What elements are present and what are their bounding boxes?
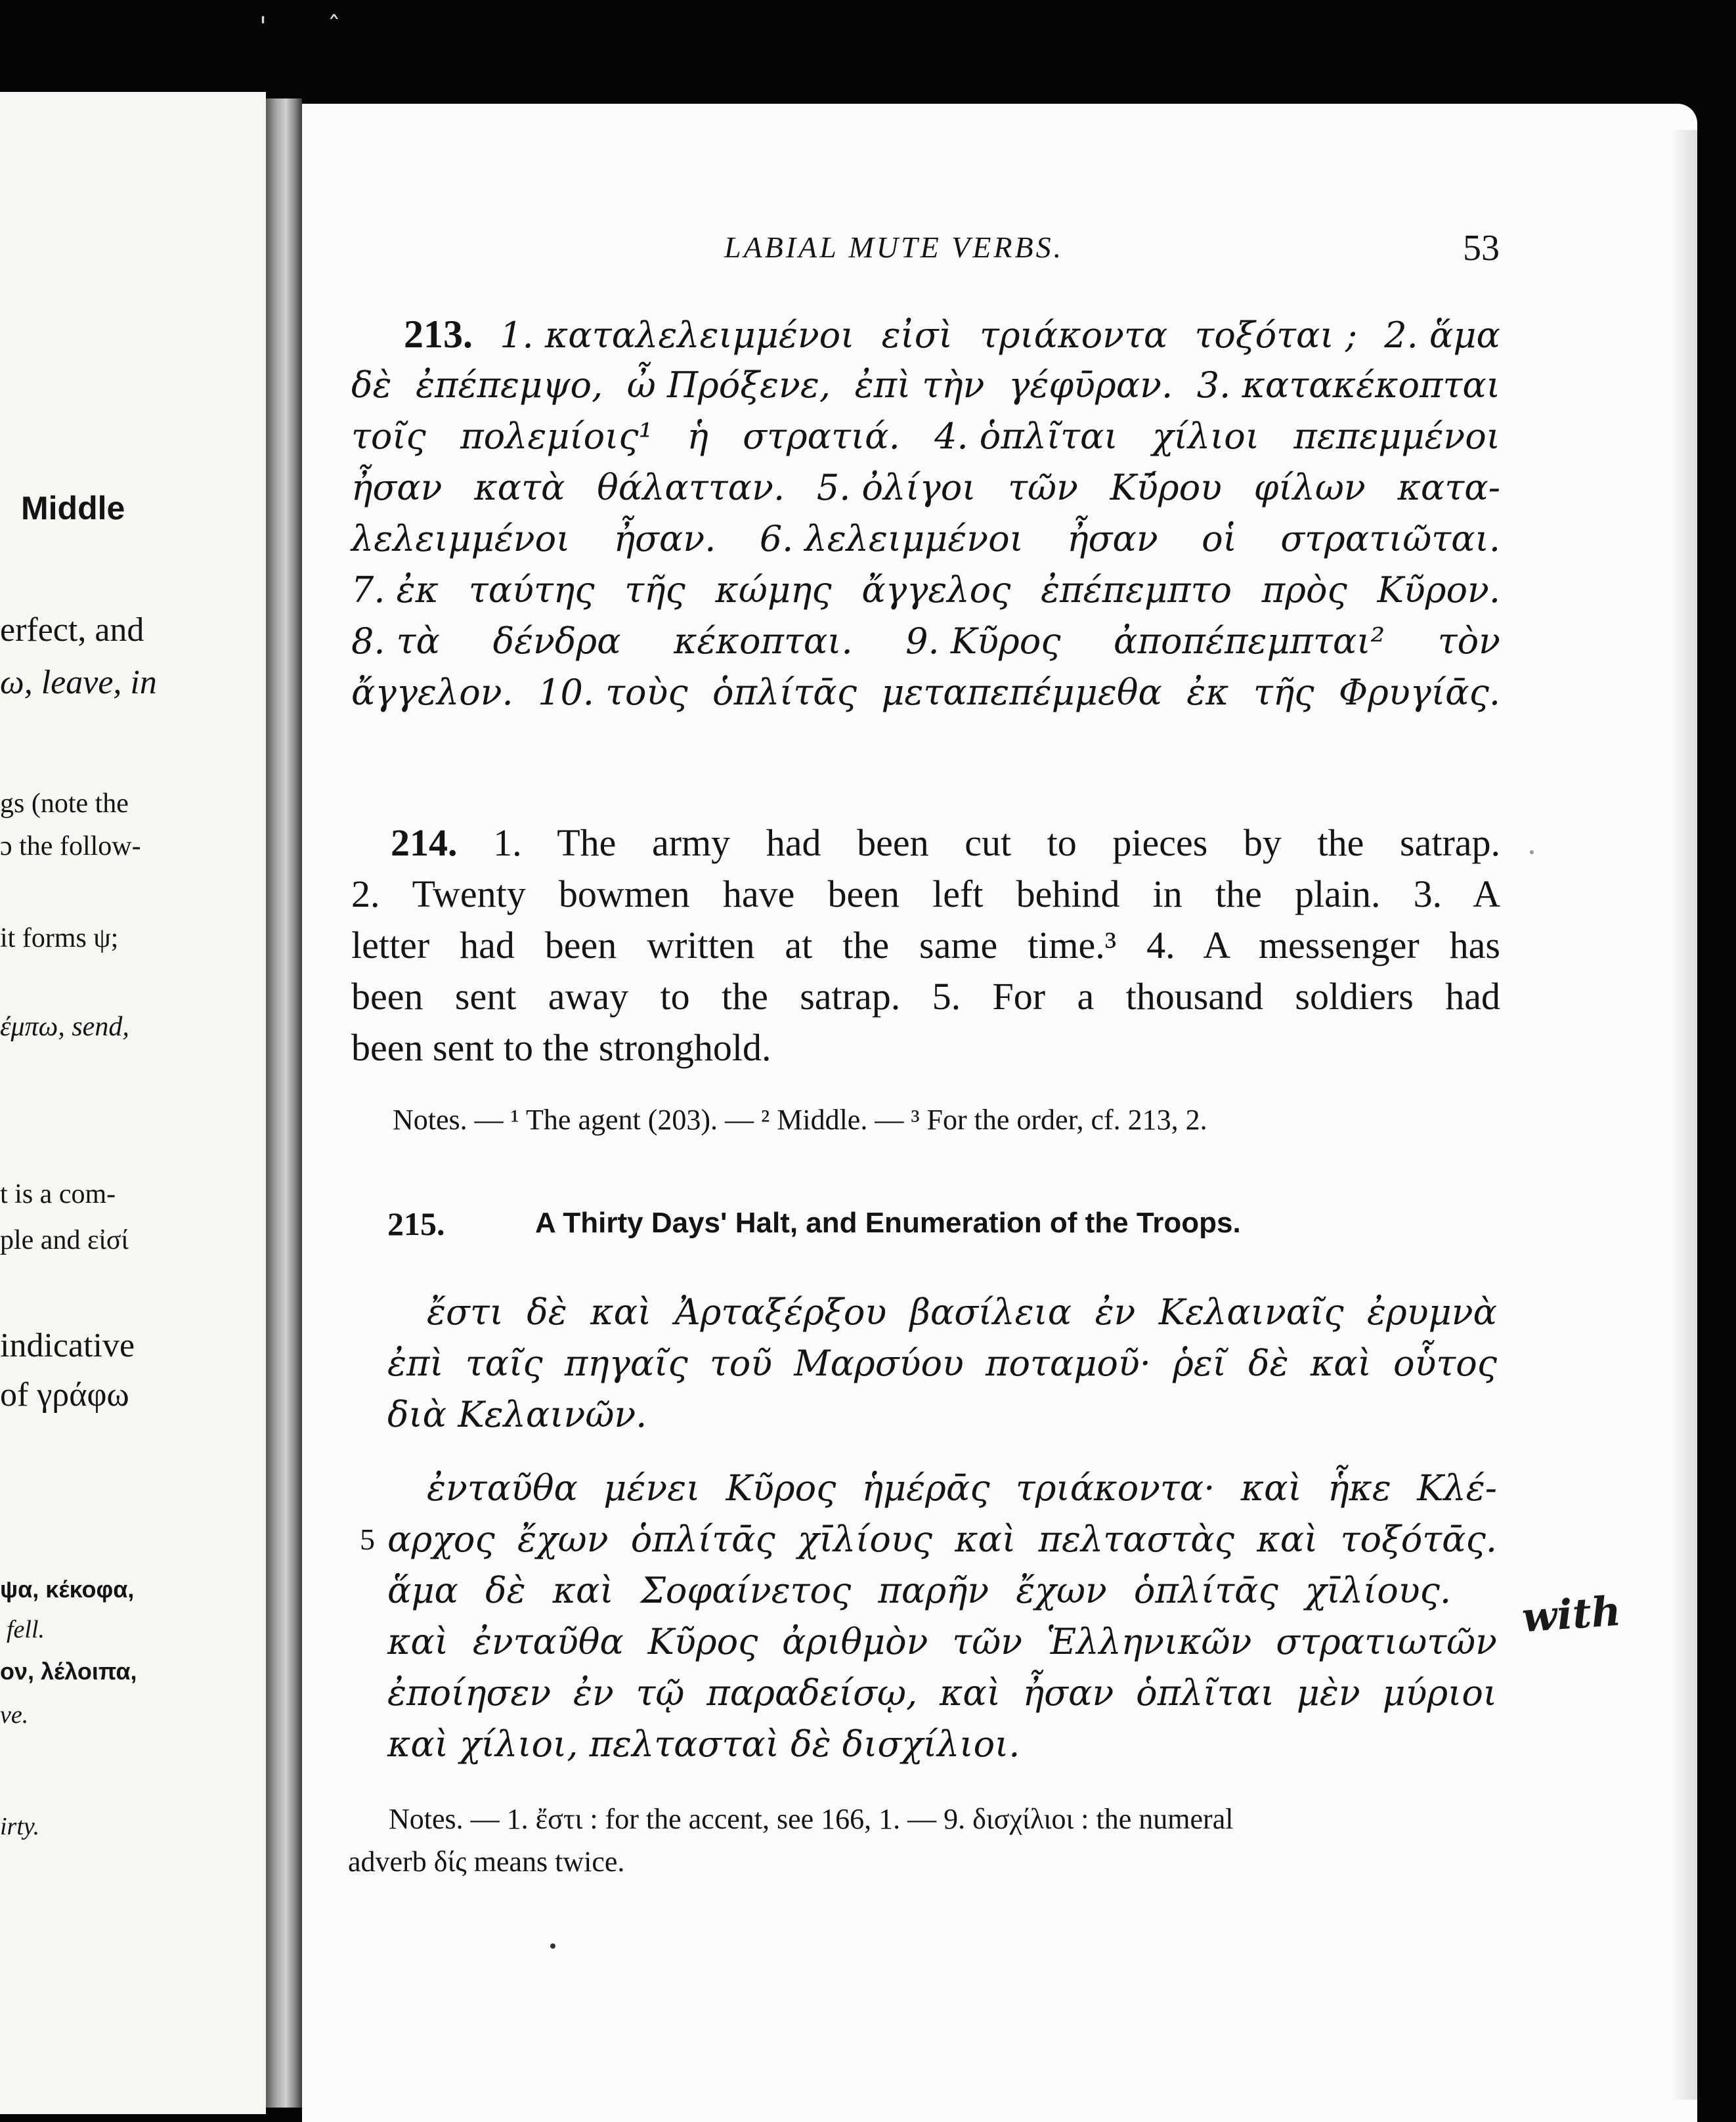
left-fragment: t is a com- xyxy=(0,1179,116,1209)
section-number: 214. xyxy=(391,821,458,864)
left-fragment: ψα, κέκοφα, xyxy=(0,1576,135,1603)
word: γέφῡραν. xyxy=(1009,364,1173,406)
left-fragment: ve. xyxy=(0,1701,29,1729)
left-fragment: irty. xyxy=(0,1813,40,1840)
word: 9. Κῦρος xyxy=(905,620,1061,662)
word: οἱ xyxy=(1202,518,1237,559)
left-fragment: Middle xyxy=(21,490,125,527)
notes-215-line2: adverb δίς means twice. xyxy=(348,1846,625,1878)
handwritten-annotation: with xyxy=(1520,1586,1623,1642)
word: 10. τοὺς xyxy=(538,672,688,713)
left-fragment: erfect, and xyxy=(0,611,144,649)
word: 4. ὁπλῖται xyxy=(934,416,1118,457)
text-line: ἅμα δὲ καὶ Σοφαίνετος παρῆν ἔχων ὁπλίτᾱς χῑλίους. xyxy=(387,1570,1451,1611)
word: πολεμίοις¹ xyxy=(460,416,653,457)
word: κατὰ xyxy=(474,467,565,508)
word: κέκοπται. xyxy=(674,620,853,662)
text-line xyxy=(351,616,1500,667)
left-fragment: indicative xyxy=(0,1327,135,1364)
text-line: ἐνταῦθα μένει Κῦρος ἡμέρᾱς τριάκοντα· καὶ ἧκε Κλέ- xyxy=(427,1467,1497,1509)
word: ἀποπέπεμπται² xyxy=(1114,620,1385,662)
word: κώμης xyxy=(715,569,832,611)
word: ἐπέπεμπτο xyxy=(1041,569,1232,611)
word: πεπεμμένοι xyxy=(1293,416,1500,457)
left-fragment: ple and εἰσί xyxy=(0,1225,129,1255)
text-line xyxy=(351,513,1500,565)
text-line: ἐποίησεν ἐν τῷ παραδείσῳ, καὶ ἦσαν ὁπλῖται μὲν μύριοι xyxy=(387,1672,1497,1714)
left-fragment: ɔ the follow- xyxy=(0,831,141,861)
text-line: been sent away to the satrap. 5. For a thousand soldiers had xyxy=(351,975,1500,1018)
text-line: αρχος ἔχων ὁπλίτᾱς χῑλίους καὶ πελταστὰς καὶ τοξότᾱς. xyxy=(387,1519,1497,1560)
word: 7. ἐκ xyxy=(351,569,439,611)
word: φίλων xyxy=(1253,467,1366,508)
word: δένδρα xyxy=(492,620,621,662)
text-line: been sent to the stronghold. xyxy=(351,1026,771,1069)
word: ἐπὶ τὴν xyxy=(854,364,985,406)
word: 8. τὰ xyxy=(351,620,441,662)
word: θάλατταν. xyxy=(597,467,785,508)
text-line xyxy=(351,667,1500,718)
word: ἄγγελον. xyxy=(351,672,513,713)
scan-edge-marks: ' ˆ xyxy=(259,12,367,42)
text-line: καὶ ἐνταῦθα Κῦρος ἀριθμὸν τῶν Ἑλληνικῶν στρατιωτῶν xyxy=(387,1621,1497,1662)
left-fragment: gs (note the xyxy=(0,789,129,819)
text-line xyxy=(351,565,1500,616)
page-number: 53 xyxy=(1463,228,1500,269)
word: Φρυγίᾱς. xyxy=(1338,672,1500,713)
word: 3. κατακέκοπται xyxy=(1196,364,1500,406)
word: τριάκοντα xyxy=(979,314,1168,356)
text-line xyxy=(351,309,1500,360)
word: 5. ὀλίγοι xyxy=(816,467,976,508)
word: κατα- xyxy=(1397,467,1500,508)
word: τοῖς xyxy=(351,416,426,457)
text-line: ἔστι δὲ καὶ Ἀρταξέρξου βασίλεια ἐν Κελαιναῖς ἐρυμνὰ xyxy=(427,1291,1497,1333)
text-line xyxy=(351,411,1500,462)
word: χίλιοι xyxy=(1152,416,1259,457)
word: ὁπλίτᾱς xyxy=(712,672,857,713)
word: στρατιά. xyxy=(743,416,900,457)
notes-215-line1: Notes. — 1. ἔστι : for the accent, see 166, 1. — 9. δισχίλιοι : the numeral xyxy=(389,1803,1234,1835)
word: ἦσαν xyxy=(1067,518,1158,559)
word: 1. καταλελειμμένοι xyxy=(500,314,855,356)
notes-214: Notes. — ¹ The agent (203). — ² Middle. — ³ For the order, cf. 213, 2. xyxy=(393,1104,1207,1136)
line-number-marker: 5 xyxy=(360,1523,375,1556)
word: τῆς xyxy=(1253,672,1314,713)
word: ἐκ xyxy=(1186,672,1229,713)
left-facing-page xyxy=(0,92,266,2114)
word: ἦσαν. xyxy=(613,518,716,559)
text-line: letter had been written at the same time.³ 4. A messenger has xyxy=(351,924,1500,966)
word: 6. λελειμμένοι xyxy=(759,518,1024,559)
word: τῆς xyxy=(624,569,685,611)
running-head: LABIAL MUTE VERBS. xyxy=(724,230,1064,264)
section-title: A Thirty Days' Halt, and Enumeration of the Troops. xyxy=(535,1207,1241,1239)
word: 2. ἅμα xyxy=(1384,314,1500,356)
scan-speck xyxy=(1530,850,1534,854)
word: εἰσὶ xyxy=(881,314,953,356)
word: στρατιῶται. xyxy=(1280,518,1500,559)
left-fragment: of γράφω xyxy=(0,1376,129,1414)
word: ἄγγελος xyxy=(861,569,1011,611)
text-line: καὶ χίλιοι, πελτασταὶ δὲ δισχίλιοι. xyxy=(387,1723,1020,1765)
word: ἦσαν xyxy=(351,467,443,508)
word: ἐπέπεμψο, xyxy=(416,364,603,406)
left-fragment: ω, leave, in xyxy=(0,664,157,701)
word: τοξόται ; xyxy=(1194,314,1358,356)
word: ὦ Πρόξενε, xyxy=(626,364,831,406)
left-fragment: it forms ψ; xyxy=(0,923,119,953)
word: ἡ xyxy=(687,416,708,457)
text-line xyxy=(351,462,1500,513)
word: τῶν xyxy=(1008,467,1078,508)
section-number: 215. xyxy=(387,1205,445,1242)
text-line: διὰ Κελαινῶν. xyxy=(387,1394,647,1435)
word: ταύτης xyxy=(468,569,595,611)
text-line xyxy=(351,817,1500,869)
book-gutter xyxy=(266,98,302,2108)
left-fragment: έμπω, send, xyxy=(0,1012,129,1042)
left-fragment: fell. xyxy=(7,1616,45,1643)
word: Κῦρον. xyxy=(1377,569,1500,611)
page-edge-shadow xyxy=(1671,130,1697,2100)
word: δὲ xyxy=(351,364,392,406)
word: πρὸς xyxy=(1261,569,1347,611)
scan-speck xyxy=(550,1943,555,1949)
left-fragment: ον, λέλοιπα, xyxy=(0,1658,137,1685)
word: τὸν xyxy=(1437,620,1500,662)
word: λελειμμένοι xyxy=(351,518,571,559)
text-line xyxy=(351,360,1500,411)
text-line: ἐπὶ ταῖς πηγαῖς τοῦ Μαρσύου ποταμοῦ· ῥεῖ δὲ καὶ οὗτος xyxy=(387,1343,1497,1384)
section-number: 213. xyxy=(404,313,473,356)
text-line: 2. Twenty bowmen have been left behind in the plain. 3. A xyxy=(351,873,1500,915)
word: μεταπεπέμμεθα xyxy=(881,672,1162,713)
word: Κῡ́ρου xyxy=(1110,467,1222,508)
sentence: 1. The army had been cut to pieces by the satrap. xyxy=(493,821,1501,864)
